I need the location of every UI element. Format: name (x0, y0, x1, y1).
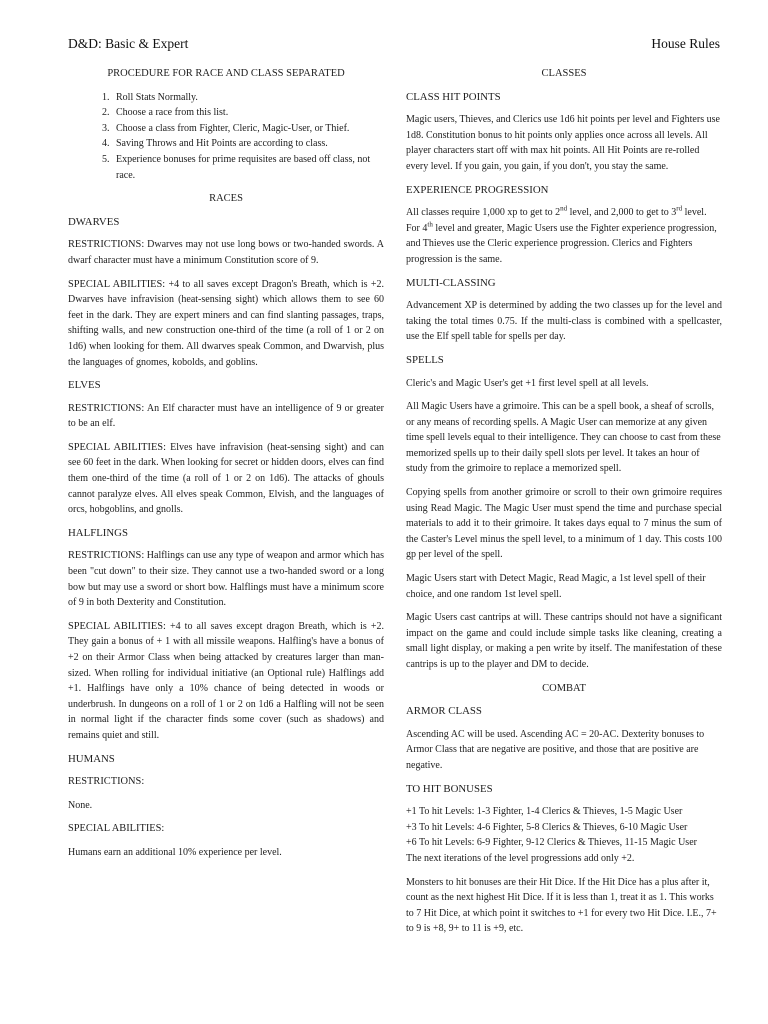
ordinal-suffix: nd (560, 204, 568, 213)
experience-text-part: All classes require 1,000 xp to get to 2 (406, 207, 561, 219)
restrictions-text: Halflings can use any type of weapon and armor which has been "cut down" to their size. They cannot use a two-handed sword or a long bow but may use a sword or short bow. Halflings must have a minimum score of 9 in both Dexterity and Constitution. (68, 550, 384, 609)
left-column (68, 66, 384, 869)
humans-restrictions-text: None. (68, 799, 93, 811)
spells-paragraph: Magic Users cast cantrips at will. These cantrips should not have a significant impact on the game and could include simple tasks like cleaning, creating a small light display, or making a pen write by itself. The manifestation of these cantrips is up to the player and DM to decide. (406, 612, 722, 670)
combat-title: COMBAT (542, 682, 586, 694)
experience-heading: EXPERIENCE PROGRESSION (406, 183, 549, 196)
restrictions-label: RESTRICTIONS: (68, 550, 145, 562)
halflings-heading: HALFLINGS (68, 526, 128, 539)
multiclass-text: Advancement XP is determined by adding the two classes up for the level and taking the total times 0.75. If the multi-class is combined with a spellcaster, use the Elf spell table for spells per day. (406, 300, 722, 343)
races-title: RACES (209, 193, 243, 205)
ordinal-suffix: th (427, 220, 433, 229)
restrictions-text: An Elf character must have an intelligence of 9 or greater to be an elf. (68, 402, 384, 430)
abilities-text: +4 to all saves except Dragon's Breath, which is +2. Dwarves have infravision (heat-sensing sight) which allows them to see 60 feet in the dark. They are expert miners and can find slanting passages, traps, shifting walls, and new construction one-third of the time (a roll of 1 or 2 on 1d6) when looking for them. All dwarves speak Common, and Dwarvish, plus the languages of gnomes, kobolds, and goblins. (68, 278, 384, 368)
abilities-label: SPECIAL ABILITIES: (68, 278, 166, 290)
humans-heading: HUMANS (68, 752, 115, 765)
to-hit-line: +6 To hit Levels: 6-9 Fighter, 9-12 Clerics & Thieves, 11-15 Magic User (406, 837, 697, 849)
list-item: 1. Roll Stats Normally. (112, 90, 384, 106)
spells-paragraph: All Magic Users have a grimoire. This can be a spell book, a sheaf of scrolls, or any means of recording spells. A Magic User can memorize at any given time spell levels equal to their intelligence. They can choose to cast from these memorized spells up to their daily spell slots per level. It takes an hour of study from the grimoire to replace a memorized spell. (406, 401, 721, 475)
to-hit-line: The next iterations of the level progressions add only +2. (406, 852, 635, 864)
to-hit-line: +3 To hit Levels: 4-6 Fighter, 5-8 Clerics & Thieves, 6-10 Magic User (406, 821, 688, 833)
spells-paragraph: Cleric's and Magic User's get +1 first level spell at all levels. (406, 377, 649, 389)
armor-class-text: Ascending AC will be used. Ascending AC = 20-AC. Dexterity bonuses to Armor Class that are negative are positive, and those that are positive are negative. (406, 728, 705, 771)
abilities-label: SPECIAL ABILITIES: (68, 441, 166, 453)
humans-restrictions-label: RESTRICTIONS: (68, 776, 145, 788)
header-left: D&D: Basic & Expert (68, 36, 189, 51)
experience-text (406, 205, 722, 267)
humans-abilities-label: SPECIAL ABILITIES: (68, 823, 165, 835)
list-item: 4. Saving Throws and Hit Points are according to class. (112, 136, 384, 152)
to-hit-lines (406, 804, 722, 866)
armor-class-heading: ARMOR CLASS (406, 705, 482, 718)
dwarves-heading: DWARVES (68, 215, 120, 228)
abilities-label: SPECIAL ABILITIES: (68, 620, 166, 632)
restrictions-label: RESTRICTIONS: (68, 402, 145, 414)
experience-text-part: level. For 4 (406, 207, 707, 234)
spells-paragraph: Copying spells from another grimoire or scroll to their own grimoire requires using Read Magic. The Magic User must spend the time and purchase special materials to add it to their grimoire. It takes days equal to 7 minus the sum of the Caster's Level minus the spell level, to a minimum of 1 day. This costs 100 gp per level of the spell. (406, 487, 722, 561)
to-hit-heading: TO HIT BONUSES (406, 782, 493, 795)
ordinal-suffix: rd (676, 204, 683, 213)
halflings-restrictions (68, 548, 384, 610)
experience-text-part: level and greater, Magic Users use the Fighter experience progression, and Thieves use the Cleric experience progression. Clerics and Fighters progression is the same. (406, 222, 717, 265)
abilities-text: +4 to all saves except dragon Breath, which is +2. They gain a bonus of + 1 with all missile weapons. Halfling's have a bonus of +2 on their Armor Class when being attacked by creatures larger than man-sized. When rolling for individual initiative (an Optional rule) Halflings add +1. Halflings have only a 10% chance of being detected in woods or underbrush. In dungeons on a roll of 1 or 2 on 1d6 a Halfling will not be seen in normal light if the character finds some cover (such as shadows) and remains quiet and still. (68, 620, 384, 741)
hit-points-heading: CLASS HIT POINTS (406, 90, 501, 103)
spells-paragraph: Magic Users start with Detect Magic, Read Magic, a 1st level spell of their choice, and one random 1st level spell. (406, 573, 706, 600)
experience-text-part: level, and 2,000 to get to 3 (567, 207, 677, 219)
abilities-text: Elves have infravision (heat-sensing sight) and can see 60 feet in the dark. When looking for secret or hidden doors, elves can find them one-third of the time (a roll of 1 or 2 on 1d6). The attacks of ghouls cannot paralyze elves. All elves speak Common, Elvish, and the languages of orcs, hobgoblins, and gnolls. (68, 441, 385, 516)
dwarves-abilities (68, 277, 384, 371)
spells-heading: SPELLS (406, 353, 444, 366)
to-hit-line: +1 To hit Levels: 1-3 Fighter, 1-4 Clerics & Thieves, 1-5 Magic User (406, 806, 683, 818)
elves-heading: ELVES (68, 379, 101, 392)
right-column (406, 66, 722, 945)
halflings-abilities (68, 619, 384, 744)
dwarves-restrictions (68, 237, 384, 268)
restrictions-label: RESTRICTIONS: (68, 239, 145, 251)
header-right: House Rules (651, 36, 720, 51)
elves-restrictions (68, 401, 384, 432)
elves-abilities (68, 440, 384, 518)
list-item: 3. Choose a class from Fighter, Cleric, Magic-User, or Thief. (112, 121, 384, 137)
procedure-list (68, 90, 384, 184)
list-item: 5. Experience bonuses for prime requisites are based off class, not race. (112, 152, 384, 183)
hit-points-text: Magic users, Thieves, and Clerics use 1d6 hit points per level and Fighters use 1d8. Constitution bonus to hit points only applies once across all levels. All player characters start off with max hit points. All Hit Points are re-rolled every level. If you gain, you gain, if you don't, you stay the same. (406, 114, 720, 172)
procedure-title: PROCEDURE FOR RACE AND CLASS SEPARATED (107, 68, 345, 79)
classes-title: CLASSES (541, 68, 587, 79)
humans-abilities-text: Humans earn an additional 10% experience per level. (68, 846, 282, 858)
restrictions-text: Dwarves may not use long bows or two-handed swords. A dwarf character must have a minimum Constitution score of 9. (68, 239, 384, 266)
multiclass-heading: MULTI-CLASSING (406, 276, 496, 289)
list-item: 2. Choose a race from this list. (112, 105, 384, 121)
monster-to-hit-text: Monsters to hit bonuses are their Hit Dice. If the Hit Dice has a plus after it, count as the next highest Hit Dice. If it is less than 1, treat it as 1. This works to 7 Hit Dice, at which point it switches to +1 for every two Hit Dice. I.E., 7+ to 9 is +8, 9+ to 11 is +9, etc. (406, 876, 717, 935)
